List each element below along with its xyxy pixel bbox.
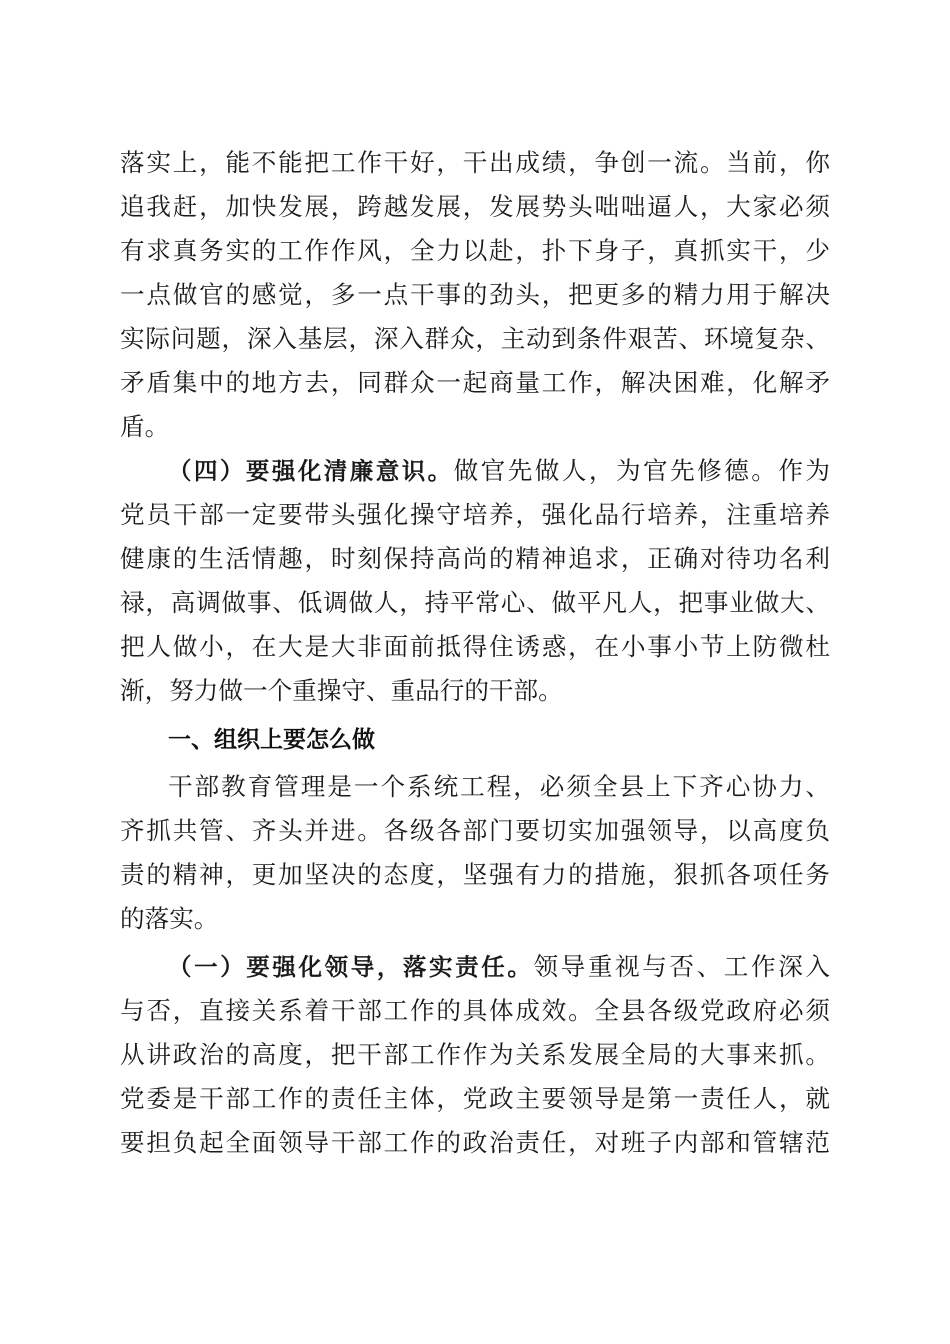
section-heading: 一、组织上要怎么做 <box>168 727 375 753</box>
body-text-line: 实际问题，深入基层，深入群众，主动到条件艰苦、环境复杂、 <box>120 324 830 353</box>
body-text-line: 一点做官的感觉，多一点干事的劲头，把更多的精力用于解决 <box>120 280 830 309</box>
body-text-line: 落实上，能不能把工作干好，干出成绩，争创一流。当前，你 <box>120 148 830 177</box>
body-text-line: 干部教育管理是一个系统工程，必须全县上下齐心协力、 <box>168 772 830 801</box>
subsection-lead-text: 领导重视与否、工作深入 <box>533 952 830 981</box>
body-text-line: 与否，直接关系着干部工作的具体成效。全县各级党政府必须 <box>120 996 830 1025</box>
body-text-line: 健康的生活情趣，时刻保持高尚的精神追求，正确对待功名利 <box>120 544 830 573</box>
body-text-line: 有求真务实的工作作风，全力以赴，扑下身子，真抓实干，少 <box>120 236 830 265</box>
body-text-line: 矛盾集中的地方去，同群众一起商量工作，解决困难，化解矛 <box>120 368 830 397</box>
subsection-title: （一）要强化领导，落实责任。 <box>168 953 534 981</box>
body-text-line: 把人做小，在大是大非面前抵得住诱惑，在小事小节上防微杜 <box>120 632 830 661</box>
body-text-line: 党委是干部工作的责任主体，党政主要领导是第一责任人，就 <box>120 1084 830 1113</box>
body-text-line: 禄，高调做事、低调做人，持平常心、做平凡人，把事业做大、 <box>120 588 830 617</box>
subsection-title: （四）要强化清廉意识。 <box>168 457 454 485</box>
body-text-line: 齐抓共管、齐头并进。各级各部门要切实加强领导，以高度负 <box>120 816 830 845</box>
body-text-line: 责的精神，更加坚决的态度，坚强有力的措施，狠抓各项任务 <box>120 860 830 889</box>
subsection-lead-line <box>168 449 830 493</box>
subsection-lead-line <box>168 945 830 989</box>
body-text-line: 渐，努力做一个重操守、重品行的干部。 <box>120 676 563 705</box>
body-text-line: 从讲政治的高度，把干部工作作为关系发展全局的大事来抓。 <box>120 1040 830 1069</box>
body-text-line: 盾。 <box>120 412 170 441</box>
body-text-line: 追我赶，加快发展，跨越发展，发展势头咄咄逼人，大家必须 <box>120 192 830 221</box>
body-text-line: 要担负起全面领导干部工作的政治责任，对班子内部和管辖范 <box>120 1128 830 1157</box>
body-text-line: 的落实。 <box>120 904 219 933</box>
subsection-lead-text: 做官先做人，为官先修德。作为 <box>453 456 830 485</box>
body-text-line: 党员干部一定要带头强化操守培养，强化品行培养，注重培养 <box>120 500 830 529</box>
